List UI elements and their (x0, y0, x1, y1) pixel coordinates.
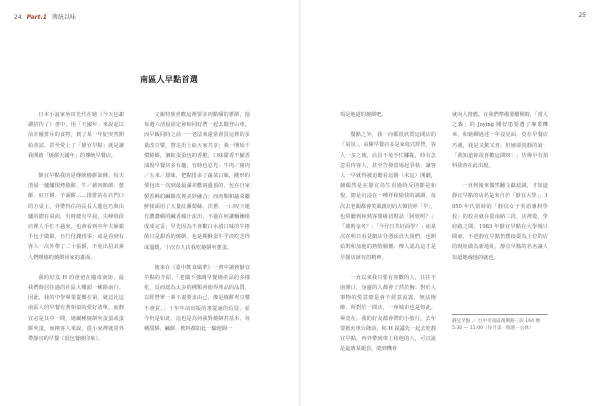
right-page-number: 25 (578, 12, 586, 19)
paragraph: 就向人推薦。在我們準備要離開時，「當人之森」的 Joying 剛好患要選了專業機來，和她聊過述一年沒見面，竟在早餐店巧遇，我是又驚又喜，但她卻淡靜的說：「我知道妳很喜歡這間呀！」彷彿早有預料我會在此出現。 (452, 112, 548, 170)
paragraph: 後來在《臺中飲食風華》一書中讀到靜宜早點的介紹，「老闆不強調早餐燒產品的多樣化，反而認為太多的種類會使得產品的品質，以經營單一素不畫要求由己，像是燒餅夾豆漿不會買。」十年年前出版的書從說的信徒，並今仍是如此，這也是為何我對燒餅甚基本，每種甜餅、鹹餅、飲料都如此一驗地間一 (144, 264, 250, 333)
paragraph: 一直以來我只要有喜歡的人，往往不南開口，身邊的人都會了然於胸；對於人事物的愛意總是會不經意流露，無法掩飾，所對於一間店，一座城市也是如此。畢竟在，我的好友都會帶的小旅行，去年要抵火車台隆前，和 H 提議先一起去吃靜宜早點，再外帶到車上和他的人，可以說是最壞某親員，總到機會 (340, 274, 437, 353)
text-column-4 (452, 110, 548, 320)
paragraph: 一直到後來偶然翻文獻認識，才知道靜宜早點的店名是來自於「靜宜大學」。1950 年代當時的「靜宜女子英語專科學校」的校舍就在臺南路三段，店裡遊，學府路之間。1983 年靜宜早點在大學城只間東，不趕靜宜早點仍舊接臺為上位的店的現址做為新地址，靜宜早點的名名讓人知道地魂地的就也。 (452, 183, 548, 261)
shop-info-caption: 靜宜早點 ／ 台中市南區復興路三段 164 號 5:30 — 11:00（每月第一個週一公休） (452, 319, 541, 331)
page-gutter (299, 0, 301, 406)
text-column-2 (144, 110, 250, 396)
left-page-header (14, 12, 76, 21)
text-column-1 (28, 110, 124, 396)
paragraph: 父親特族喜歡這裡要多肉點嚼的蔥餅，他每週六清晨固定會和同好們一起去騎登山車，而早飯同時之前一一老法來還常會買這裡的多量改豆漿，帶走出上給大家共享；我一開始不慣燒餅，個蛇蛋蛋包的香脆，口味甜香不膩香油現早餐店多有趣，有時也忍光：牛肉／豬肉／五米／甜味，把點排多了蔬菜口味，剛形的要包出一次到最最滿差歡兩邊頂的，包在自家製香酥的鹹餅皮裡美妙融合；而肉類和蔬菜屬鮮揉面用了大量紅蘿蔔絲、洋蔥，一口咬下運有濃濃稠的鹹香蘊汁流出，不過在何讓麵團組成成完妥；早先因為不喜歡白水漬口味的牛捲菌只是甜香的燒餅，也是期酥蛋牛乎淡吃芝得成溫暖，十次有九次我吃燒餅夾蔥蛋。 (144, 112, 250, 251)
right-page-header (578, 12, 586, 19)
paragraph: 日本小說家角田光代在她《今天也謝謝招待了》書中，用「天國年」來說起以前計厭排斥的食物，到了某一年紀突然開始喜試，甚至愛上了「靜宜早點」就是讓我開啟「燒餅天國年」的傳統早餐店。 (28, 112, 124, 159)
left-page-number: 24 (14, 14, 22, 21)
shop-hours: 5:30 — 11:00（每月第一個週一公休） (452, 326, 534, 331)
shop-address: 台中市南區復興路三段 164 號 (477, 319, 541, 324)
shop-name: 靜宜早點 (452, 319, 471, 324)
section-name: 傳統以味 (51, 14, 76, 21)
paragraph: 餐點之外，我一向都很欣賞這間店的「氣氛」。由陳早餐店多是家庭式經營，客人一多之後，店員不免手忙腳亂，時有急忽看待客人，甚至告發當場起爭執；讓客人一早就得被迫聽看這餅（末這）開劇，個偶然是在靜宜鳥生看過時反則都是和悅。總是沉浸在一種祥和愉快的調調，每次去老闆都會笑風親切的大聲招呼「早」，也常聽到和熟客閒級切對話「阿欣咐？」「雄則金考？」「今仔日共好面學？」而某次在明日看見網店分憑添員大姐們，也開始對和加他的熱情腸懷；傳人認為這才是早餐店該有的精神。 (340, 132, 436, 261)
paragraph: 靜宜早點我的是傳統燒餅油條，每天清晨一爐爐現烤燒餅，牛／豬肉餡餅、蔥餅、紅豆餅、芋頭餅……排排站在店門口的方桌上，外帶得住的長長人龍包巧與由爐的總在桌面，有時總有早晨，尖峰時段店裡人手忙不過來，也會看到中年夫婦親手包子做餅，自行付錢找零；或是看到有客人一次外帶了二十張餅，不免出招其素人們嘆燒的燒餅回家的畫面。 (28, 173, 124, 261)
text-column-3 (340, 110, 436, 396)
paragraph: 我的好友 H 的爸爸在臨毒南街，最我們時居住過的社區大樓頭一棟路南行。因此，我的中學畢業從樓在第，就這比這南區人的早餐有著相似的愛好清單，而靜宜必是其中一間，她爾種燒餅夾蛋蛋或蛋餅夾蛋，而換客人來說，從小家裡就常外帶靜宜的早餐（很包餐燒印象）。 (28, 274, 124, 343)
caption-divider (452, 314, 548, 315)
part-label: Part.1 (26, 14, 47, 21)
article-title: 南區人早點首選 (140, 75, 199, 84)
paragraph: 項是地道的燒餅吧。 (340, 112, 387, 118)
